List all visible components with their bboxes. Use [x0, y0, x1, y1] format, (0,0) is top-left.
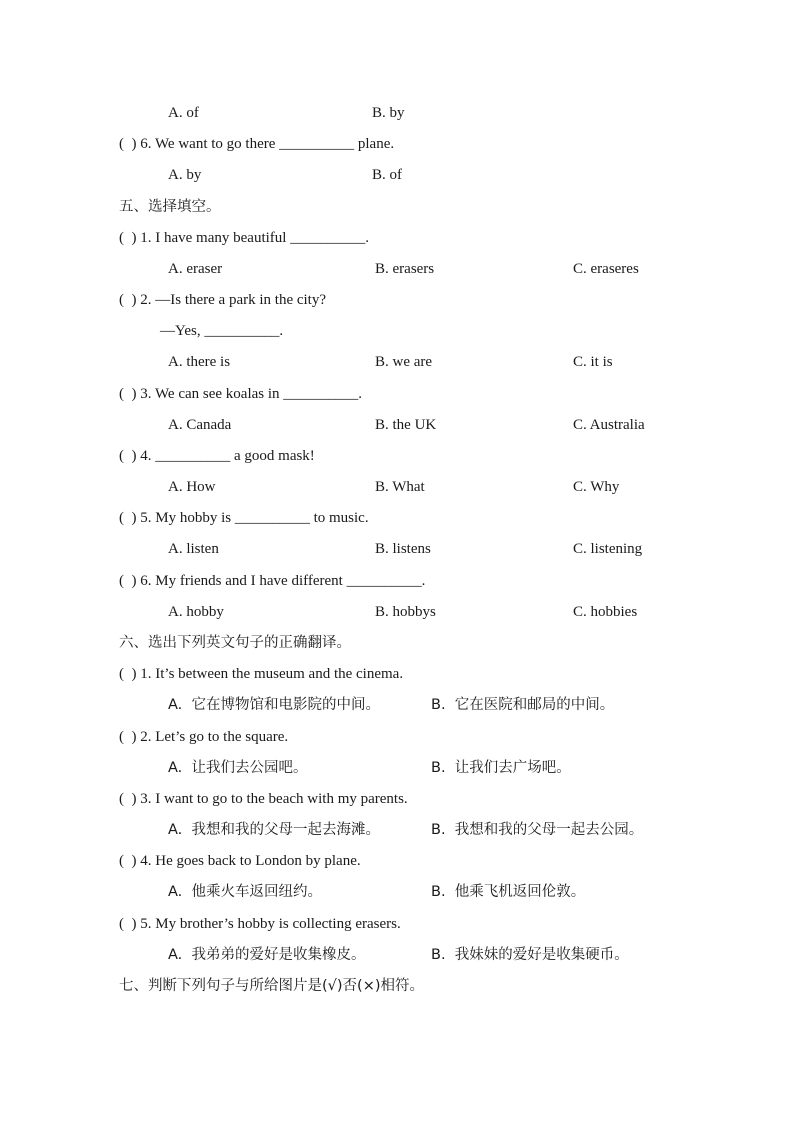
option-a: A. 让我们去公园吧。: [168, 760, 308, 776]
option-a: A. there is: [168, 354, 231, 370]
option-c: C. it is: [573, 354, 613, 370]
question-text: ( ) 5. My brother’s hobby is collecting erasers.: [119, 916, 401, 932]
option-a: A. 他乘火车返回纽约。: [168, 884, 322, 900]
question-reply: —Yes, __________.: [160, 323, 284, 339]
option-b: B. 我妹妹的爱好是收集硬币。: [431, 947, 629, 963]
option-a: A. hobby: [168, 604, 224, 620]
option-b: B. listens: [375, 541, 431, 557]
question-text: ( ) 3. We can see koalas in __________.: [119, 386, 363, 402]
option-c: C. Australia: [573, 417, 645, 433]
section-title: 六、选出下列英文句子的正确翻译。: [119, 635, 351, 651]
option-b: B. 它在医院和邮局的中间。: [431, 697, 615, 713]
question-text: ( ) 1. I have many beautiful __________.: [119, 230, 369, 246]
option-a: A. 它在博物馆和电影院的中间。: [168, 697, 380, 713]
question-text: ( ) 1. It’s between the museum and the cinema.: [119, 666, 404, 682]
section-title: 五、选择填空。: [119, 199, 221, 215]
option-c: C. hobbies: [573, 604, 638, 620]
option-c: C. listening: [573, 541, 643, 557]
option-a: A. listen: [168, 541, 219, 557]
option-b: B. we are: [375, 354, 433, 370]
q5-option-b: B. by: [372, 105, 405, 121]
question-text: ( ) 3. I want to go to the beach with my parents.: [119, 791, 408, 807]
q6-option-a: A. by: [168, 167, 202, 183]
option-b: B. 让我们去广场吧。: [431, 760, 571, 776]
q5-option-a: A. of: [168, 105, 199, 121]
option-a: A. eraser: [168, 261, 223, 277]
question-text: ( ) 2. Let’s go to the square.: [119, 729, 289, 745]
option-a: A. 我想和我的父母一起去海滩。: [168, 822, 380, 838]
option-c: C. Why: [573, 479, 620, 495]
q6-option-b: B. of: [372, 167, 402, 183]
option-c: C. eraseres: [573, 261, 639, 277]
option-b: B. hobbys: [375, 604, 436, 620]
question-text: ( ) 4. He goes back to London by plane.: [119, 853, 361, 869]
question-text: ( ) 4. __________ a good mask!: [119, 448, 315, 464]
section-title: 七、判断下列句子与所给图片是(√)否(×)相符。: [119, 978, 425, 994]
question-text: ( ) 6. We want to go there __________ plane.: [119, 136, 395, 152]
question-text: ( ) 5. My hobby is __________ to music.: [119, 510, 369, 526]
option-b: B. the UK: [375, 417, 437, 433]
question-text: ( ) 2. —Is there a park in the city?: [119, 292, 327, 308]
option-b: B. erasers: [375, 261, 435, 277]
option-b: B. 他乘飞机返回伦敦。: [431, 884, 586, 900]
option-a: A. Canada: [168, 417, 232, 433]
option-a: A. How: [168, 479, 216, 495]
option-b: B. What: [375, 479, 425, 495]
question-text: ( ) 6. My friends and I have different __________.: [119, 573, 426, 589]
option-b: B. 我想和我的父母一起去公园。: [431, 822, 644, 838]
option-a: A. 我弟弟的爱好是收集橡皮。: [168, 947, 366, 963]
